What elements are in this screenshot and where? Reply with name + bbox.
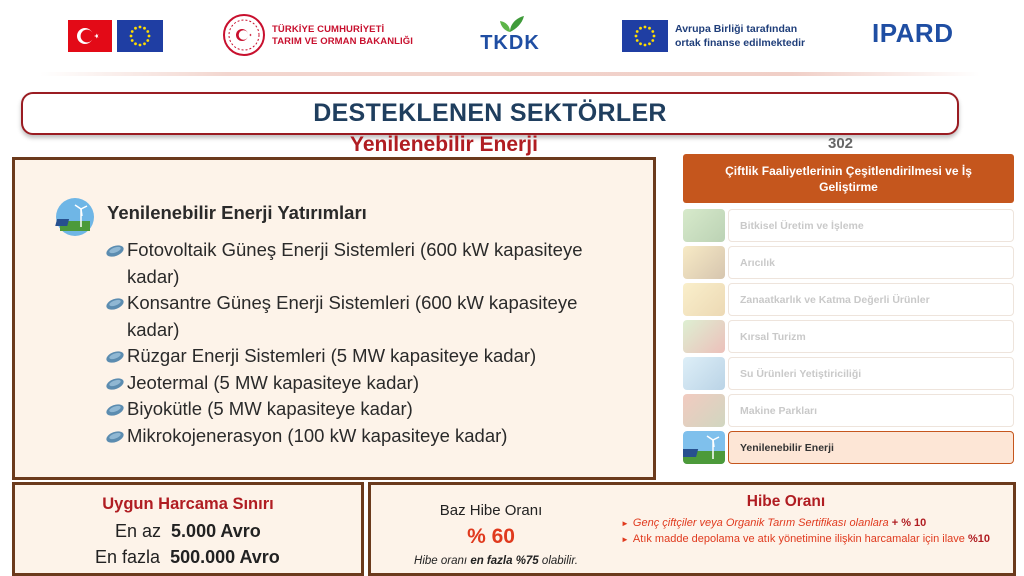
sector-item-rural-tourism[interactable]: Kırsal Turizm [683,320,1014,353]
list-item: Jeotermal (5 MW kapasiteye kadar) [103,370,623,397]
crafts-icon [683,283,725,316]
limit-title: Uygun Harcama Sınırı [102,495,274,513]
measure-code: 302 [828,135,854,152]
base-rate-title: Baz Hibe Oranı [439,502,543,519]
leaf-bullet-icon [105,297,125,310]
plant-icon [683,209,725,242]
tractor-icon [683,394,725,427]
expenditure-limit-panel [12,482,364,576]
grant-rate-title: Hibe Oranı [746,493,826,510]
leaf-bullet-icon [105,244,125,257]
investment-list [103,237,623,449]
arrow-icon: ► [621,535,629,544]
sector-item-plant-production[interactable]: Bitkisel Üretim ve İşleme [683,209,1014,242]
fish-icon [683,357,725,390]
sector-item-machinery[interactable]: Makine Parkları [683,394,1014,427]
tourism-icon [683,320,725,353]
sector-item-aquaculture[interactable]: Su Ürünleri Yetiştiriciliği [683,357,1014,390]
eu-funding-text: Avrupa Birliği tarafından ortak finanse edilmektedir [675,23,806,49]
base-rate-note: Hibe oranı en fazla %75 olabilir. [414,555,578,567]
limit-max: En fazla 500.000 Avro [95,547,280,567]
investments-panel [12,157,656,480]
ministry-logo [222,13,422,57]
leaf-bullet-icon [105,377,125,390]
grant-bonus-young-farmers: ► Genç çiftçiler veya Organik Tarım Sertifikası olanlara + % 10 [621,517,927,529]
leaf-bullet-icon [105,403,125,416]
ipard-logo: IPARD [872,18,954,48]
tkdk-text: TKDK [480,32,540,54]
list-item: Fotovoltaik Güneş Enerji Sistemleri (600 kW kapasiteye kadar) [103,237,623,290]
ministry-name: TÜRKİYE CUMHURİYETİ TARIM VE ORMAN BAKANLIĞI [272,24,414,47]
ministry-seal-icon [222,13,266,57]
leaf-bullet-icon [105,350,125,363]
sector-list [683,209,1014,468]
list-item: Biyokütle (5 MW kapasiteye kadar) [103,396,623,423]
page-title: DESTEKLENEN SEKTÖRLER [313,99,667,127]
list-item: Mikrokojenerasyon (100 kW kapasiteye kadar) [103,423,623,450]
eu-flag-icon [117,20,163,52]
page-subtitle: Yenilenebilir Enerji [350,133,538,156]
bee-icon [683,246,725,279]
sector-item-beekeeping[interactable]: Arıcılık [683,246,1014,279]
renewable-energy-icon [55,197,95,237]
eu-flag-icon [622,20,668,52]
list-item: Konsantre Güneş Enerji Sistemleri (600 kW kapasiteye kadar) [103,290,623,343]
side-panel-header: Çiftlik Faaliyetlerinin Çeşitlendirilmesi ve İş Geliştirme [683,154,1014,203]
sector-item-renewable-energy[interactable]: Yenilenebilir Enerji [683,431,1014,464]
leaf-bullet-icon [105,430,125,443]
grant-bonus-waste: ► Atık madde depolama ve atık yönetimine ilişkin harcamalar için ilave %10 [621,533,991,545]
limit-min: En az 5.000 Avro [115,521,261,541]
tkdk-logo [470,12,550,58]
renewable-energy-icon [683,431,725,464]
title-banner [21,92,959,135]
turkey-flag-icon [68,20,112,52]
header-divider [40,72,980,76]
arrow-icon: ► [621,519,629,528]
leaf-icon [470,12,550,34]
section-heading: Yenilenebilir Enerji Yatırımları [107,202,367,223]
sector-item-crafts[interactable]: Zanaatkarlık ve Katma Değerli Ürünler [683,283,1014,316]
base-rate-value: % 60 [467,525,515,548]
list-item: Rüzgar Enerji Sistemleri (5 MW kapasiteye kadar) [103,343,623,370]
header [0,0,1024,76]
grant-rate-panel [368,482,1016,576]
